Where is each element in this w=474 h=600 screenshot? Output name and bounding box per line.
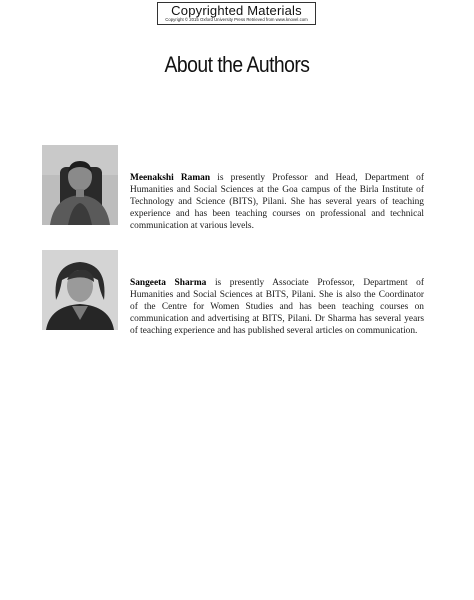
copyright-stamp-subtitle: Copyright © 2015 Oxford University Press Retrieved from www.knovel.com: [165, 17, 308, 22]
author-photo-image: [42, 145, 118, 225]
page-title: About the Authors: [164, 52, 310, 77]
author-name: Meenakshi Raman: [130, 173, 211, 183]
author-bio-text: is presently Professor and Head, Department of Humanities and Social Sciences at the Goa campus of the Birla Institute of Technology and Science (BITS), Pilani. She has several years of teaching experience and has been teaching courses on professional and technical communication at various levels.: [130, 173, 424, 231]
author-bio: [130, 172, 424, 232]
author-bio-text: is presently Associate Professor, Department of Humanities and Social Sciences at BITS, Pilani. She is also the Coordinator of the Centre for Women Studies and has been teaching courses on communication and advertising at BITS, Pilani. Dr Sharma has several years of teaching experience and has published several articles on communication.: [130, 278, 424, 336]
author-photo-image: [42, 250, 118, 330]
author-name: Sangeeta Sharma: [130, 278, 207, 288]
copyright-stamp-title: Copyrighted Materials: [171, 3, 302, 18]
copyright-stamp: [157, 2, 316, 25]
author-photo: [42, 145, 118, 225]
author-photo: [42, 250, 118, 330]
author-bio: [130, 277, 424, 337]
